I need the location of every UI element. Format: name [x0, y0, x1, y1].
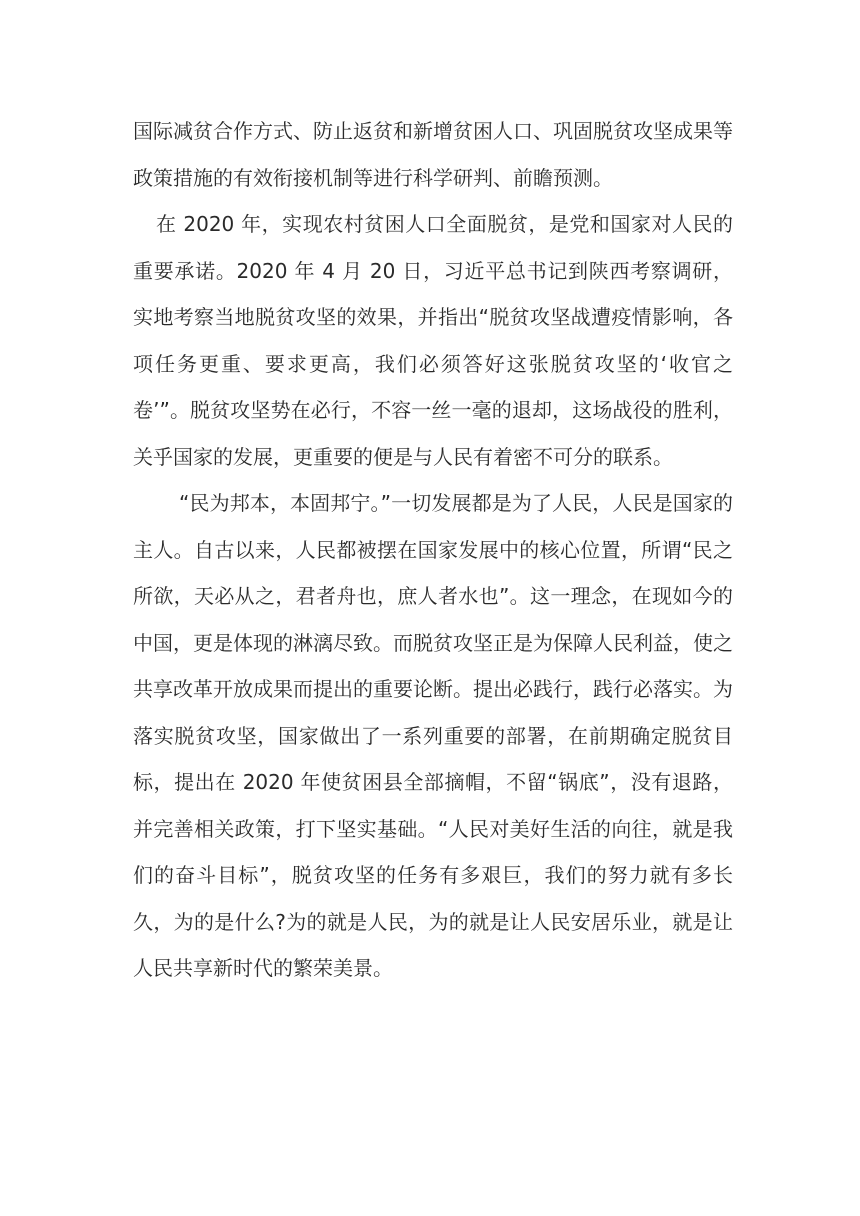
- paragraph-3: “民为邦本，本固邦宁。”一切发展都是为了人民，人民是国家的主人。自古以来，人民都被摆在国家发展中的核心位置，所谓“民之所欲，天必从之，君者舟也，庶人者水也”。这一理念，在现如今的中国，更是体现的淋漓尽致。而脱贫攻坚正是为保障人民利益，使之共享改革开放成果而提出的重要论断。提出必践行，践行必落实。为落实脱贫攻坚，国家做出了一系列重要的部署，在前期确定脱贫目标，提出在 2020 年使贫困县全部摘帽，不留“锅底”，没有退路，并完善相关政策，打下坚实基础。“人民对美好生活的向往，就是我们的奋斗目标”，脱贫攻坚的任务有多艰巨，我们的努力就有多长久，为的是什么?为的就是人民，为的就是让人民安居乐业，就是让人民共享新时代的繁荣美景。: [133, 491, 733, 980]
- paragraph-1: 国际减贫合作方式、防止返贫和新增贫困人口、巩固脱贫攻坚成果等政策措施的有效衔接机制等进行科学研判、前瞻预测。: [133, 119, 733, 190]
- document-body: [133, 108, 733, 992]
- paragraph-2: 在 2020 年，实现农村贫困人口全面脱贫，是党和国家对人民的重要承诺。2020 年 4 月 20 日，习近平总书记到陕西考察调研，实地考察当地脱贫攻坚的效果，并指出“脱贫攻坚战遭疫情影响，各项任务更重、要求更高，我们必须答好这张脱贫攻坚的‘收官之卷’”。脱贫攻坚势在必行，不容一丝一毫的退却，这场战役的胜利，关乎国家的发展，更重要的便是与人民有着密不可分的联系。: [133, 212, 733, 469]
